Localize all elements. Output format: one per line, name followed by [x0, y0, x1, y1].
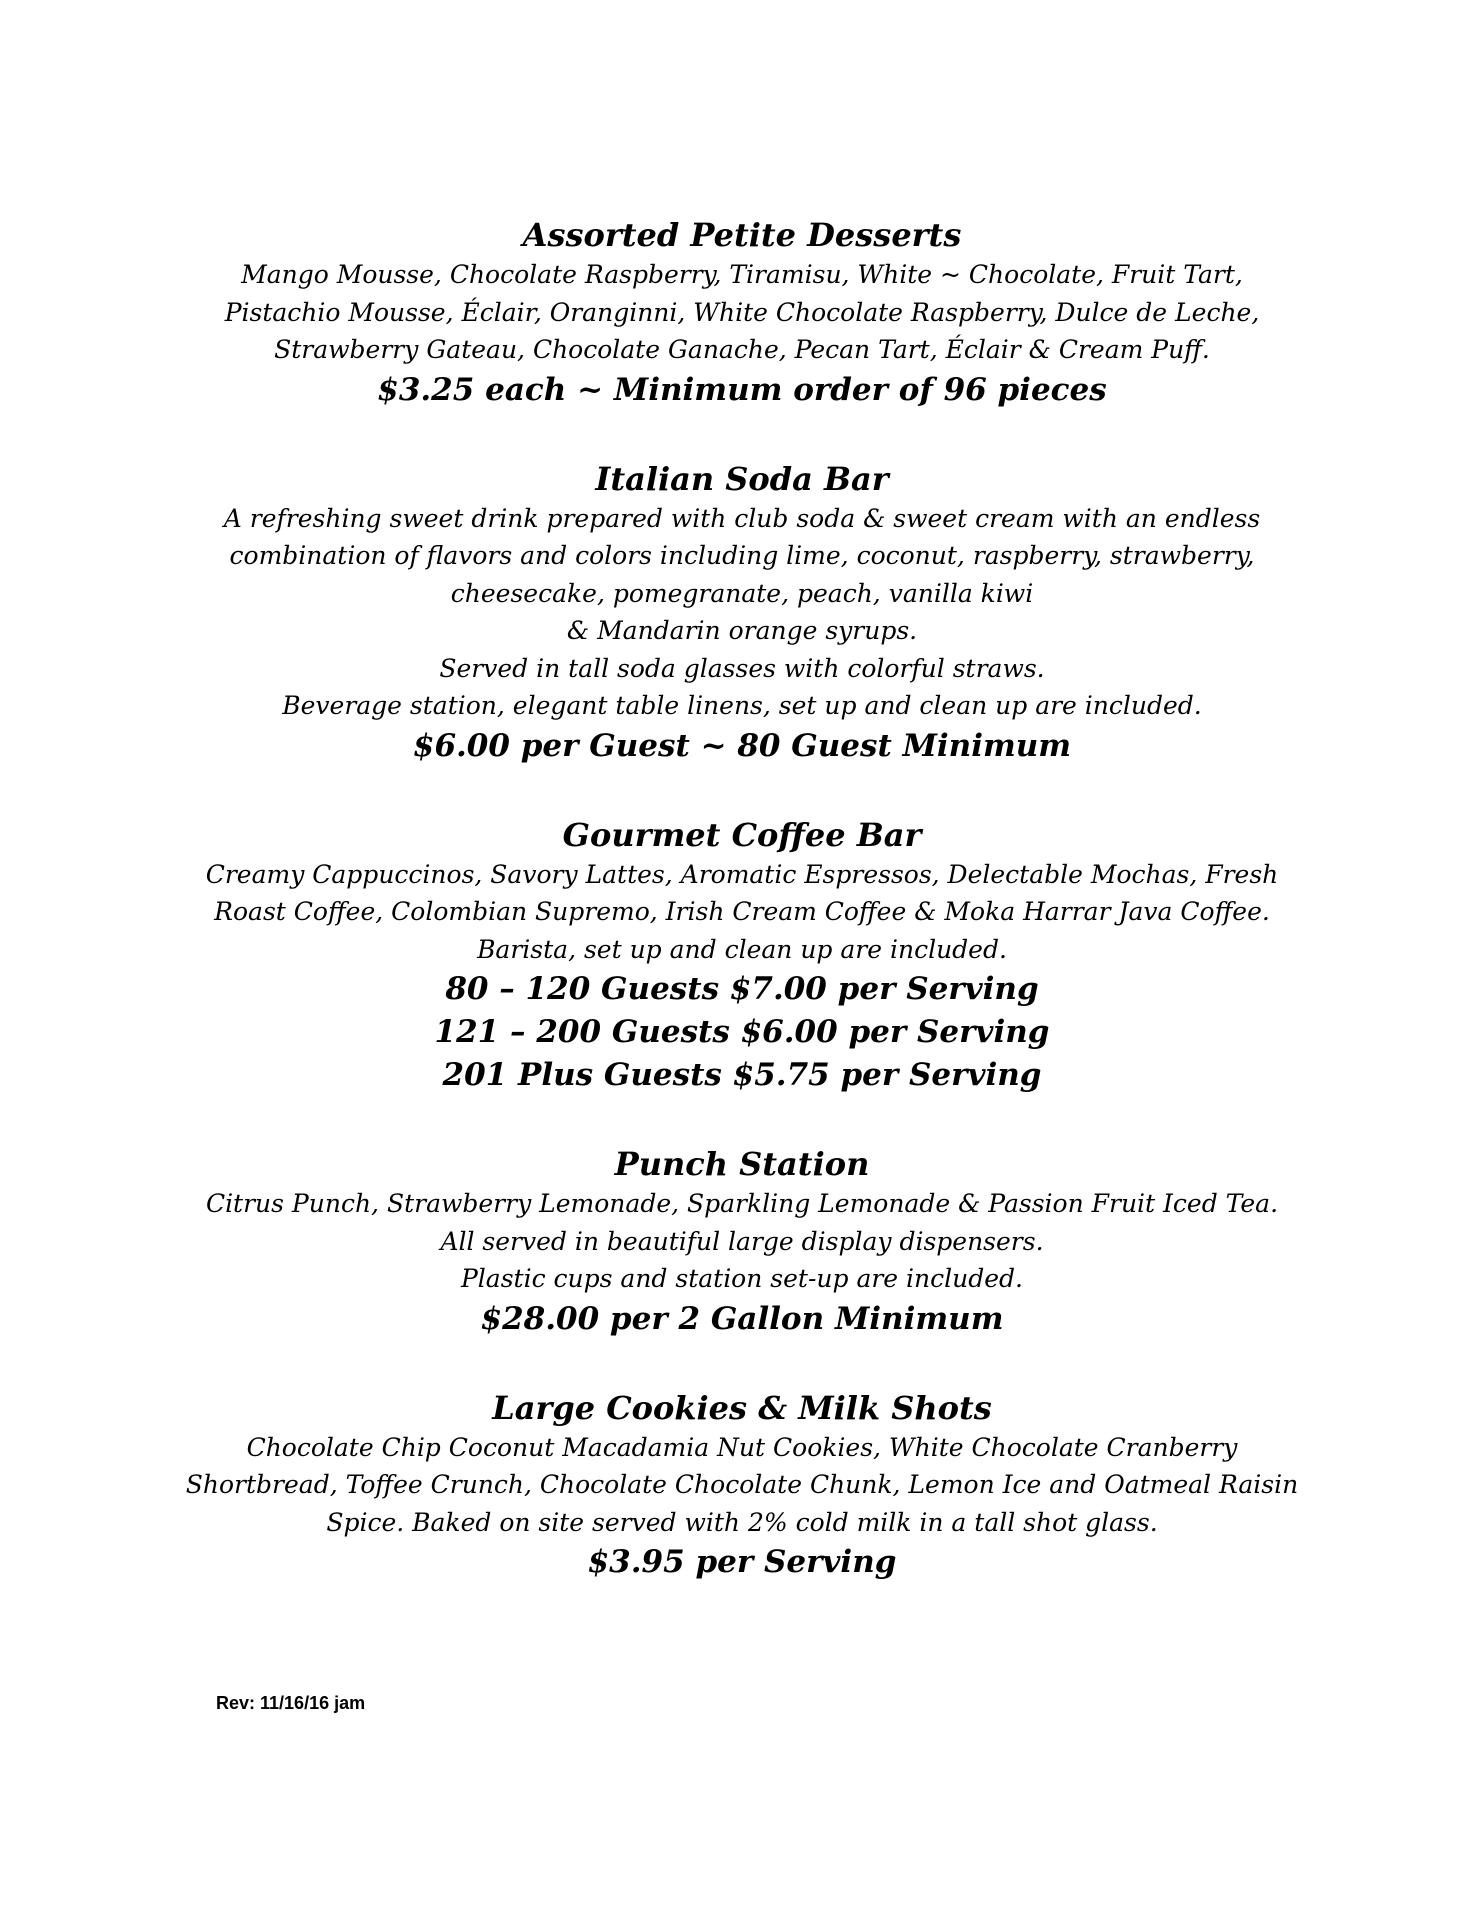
description-line: Citrus Punch, Strawberry Lemonade, Sparkling Lemonade & Passion Fruit Iced Tea.: [205, 1189, 1279, 1218]
description-line: Plastic cups and station set-up are included.: [460, 1264, 1023, 1293]
section-pricing: [150, 968, 1334, 1097]
description-line: & Mandarin orange syrups.: [566, 616, 918, 645]
description-line: Barista, set up and clean up are included.: [477, 934, 1007, 964]
section-gourmet-coffee-bar: [150, 814, 1334, 1098]
section-title: Punch Station: [614, 1145, 870, 1183]
section-title: Gourmet Coffee Bar: [562, 815, 922, 854]
section-description: [150, 256, 1334, 369]
description-line: Mango Mousse, Chocolate Raspberry, Tiramisu, White ~ Chocolate, Fruit Tart,: [241, 260, 1243, 289]
description-line: Beverage station, elegant table linens, set up and clean up are included.: [282, 691, 1202, 720]
price-line: $3.95 per Serving: [587, 1544, 897, 1580]
description-line: Strawberry Gateau, Chocolate Ganache, Pecan Tart, Éclair & Cream Puff.: [274, 335, 1210, 364]
menu-content: [150, 214, 1334, 1630]
description-line: cheesecake, pomegranate, peach, vanilla kiwi: [450, 578, 1034, 608]
description-line: Roast Coffee, Colombian Supremo, Irish Cream Coffee & Moka Harrar Java Coffee.: [214, 897, 1270, 926]
price-line: $28.00 per 2 Gallon Minimum: [480, 1300, 1004, 1337]
price-line: 201 Plus Guests $5.75 per Serving: [442, 1057, 1042, 1093]
section-title: Assorted Petite Desserts: [522, 216, 962, 254]
revision-note: Rev: 11/16/16 jam: [216, 1693, 366, 1713]
description-line: Pistachio Mousse, Éclair, Oranginni, White Chocolate Raspberry, Dulce de Leche,: [224, 297, 1260, 327]
description-line: Shortbread, Toffee Crunch, Chocolate Chocolate Chunk, Lemon Ice and Oatmeal Raisin: [185, 1470, 1299, 1499]
section-description: [150, 1429, 1334, 1542]
section-assorted-petite-desserts: [150, 214, 1334, 412]
section-title: Italian Soda Bar: [595, 459, 889, 498]
description-line: Creamy Cappuccinos, Savory Lattes, Aromatic Espressos, Delectable Mochas, Fresh: [205, 859, 1279, 889]
description-line: Served in tall soda glasses with colorful straws.: [439, 653, 1045, 683]
price-line: 80 – 120 Guests $7.00 per Serving: [445, 971, 1039, 1007]
section-pricing: [150, 369, 1334, 412]
price-line: $3.25 each ~ Minimum order of 96 pieces: [377, 371, 1107, 408]
section-pricing: [150, 725, 1334, 768]
section-large-cookies-milk-shots: [150, 1387, 1334, 1585]
section-italian-soda-bar: [150, 458, 1334, 768]
description-line: Chocolate Chip Coconut Macadamia Nut Cookies, White Chocolate Cranberry: [246, 1432, 1238, 1462]
section-description: [150, 500, 1334, 725]
section-description: [150, 1185, 1334, 1298]
section-pricing: [150, 1298, 1334, 1341]
section-pricing: [150, 1541, 1334, 1584]
description-line: Spice. Baked on site served with 2% cold milk in a tall shot glass.: [326, 1507, 1158, 1537]
description-line: combination of flavors and colors including lime, coconut, raspberry, strawberry,: [229, 541, 1255, 570]
price-line: $6.00 per Guest ~ 80 Guest Minimum: [412, 727, 1072, 764]
section-punch-station: [150, 1143, 1334, 1341]
section-title: Large Cookies & Milk Shots: [492, 1388, 992, 1427]
section-description: [150, 856, 1334, 969]
price-line: 121 – 200 Guests $6.00 per Serving: [434, 1014, 1050, 1050]
description-line: All served in beautiful large display dispensers.: [440, 1226, 1044, 1256]
description-line: A refreshing sweet drink prepared with club soda & sweet cream with an endless: [223, 503, 1261, 533]
